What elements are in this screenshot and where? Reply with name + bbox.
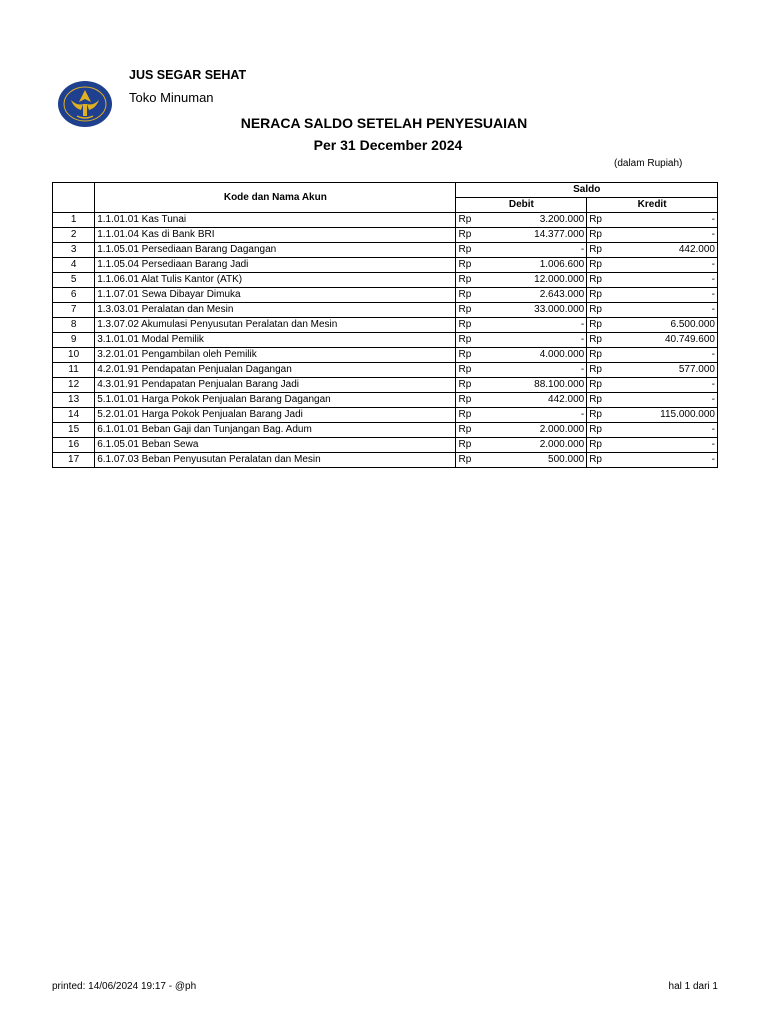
table-row (53, 363, 718, 378)
row-kredit-amount: 115.000.000 (617, 408, 718, 423)
row-kredit-amount: 442.000 (617, 243, 718, 258)
table-row (53, 453, 718, 468)
row-kredit-amount: 6.500.000 (617, 318, 718, 333)
row-account: 1.1.05.04 Persediaan Barang Jadi (95, 258, 456, 273)
row-kredit-currency: Rp (587, 378, 617, 393)
row-debit-amount: 4.000.000 (486, 348, 587, 363)
row-debit-amount: 2.000.000 (486, 438, 587, 453)
row-kredit-currency: Rp (587, 408, 617, 423)
row-kredit-amount: - (617, 393, 718, 408)
row-debit-amount: - (486, 333, 587, 348)
row-account: 1.1.06.01 Alat Tulis Kantor (ATK) (95, 273, 456, 288)
row-kredit-amount: - (617, 228, 718, 243)
row-kredit-currency: Rp (587, 333, 617, 348)
row-number: 2 (53, 228, 95, 243)
row-kredit-amount: - (617, 303, 718, 318)
row-kredit-currency: Rp (587, 423, 617, 438)
report-title: NERACA SALDO SETELAH PENYESUAIAN (240, 115, 528, 131)
row-account: 6.1.07.03 Beban Penyusutan Peralatan dan Mesin (95, 453, 456, 468)
row-number: 17 (53, 453, 95, 468)
row-debit-currency: Rp (456, 408, 486, 423)
row-debit-amount: - (486, 243, 587, 258)
row-account: 1.3.07.02 Akumulasi Penyusutan Peralatan dan Mesin (95, 318, 456, 333)
table-row (53, 423, 718, 438)
row-number: 8 (53, 318, 95, 333)
row-debit-amount: - (486, 318, 587, 333)
header-kredit: Kredit (587, 198, 718, 213)
row-debit-currency: Rp (456, 363, 486, 378)
row-account: 6.1.01.01 Beban Gaji dan Tunjangan Bag. Adum (95, 423, 456, 438)
row-kredit-currency: Rp (587, 273, 617, 288)
row-kredit-currency: Rp (587, 453, 617, 468)
row-account: 3.1.01.01 Modal Pemilik (95, 333, 456, 348)
header-saldo: Saldo (456, 183, 718, 198)
header-account: Kode dan Nama Akun (95, 183, 456, 213)
row-debit-currency: Rp (456, 303, 486, 318)
row-number: 7 (53, 303, 95, 318)
currency-unit-note: (dalam Rupiah) (614, 158, 683, 169)
row-kredit-currency: Rp (587, 288, 617, 303)
row-debit-amount: 442.000 (486, 393, 587, 408)
row-account: 1.1.01.04 Kas di Bank BRI (95, 228, 456, 243)
row-debit-amount: 14.377.000 (486, 228, 587, 243)
company-subtitle: Toko Minuman (129, 90, 214, 105)
row-debit-currency: Rp (456, 288, 486, 303)
row-number: 15 (53, 423, 95, 438)
row-number: 6 (53, 288, 95, 303)
row-kredit-amount: - (617, 438, 718, 453)
page-number: hal 1 dari 1 (668, 981, 718, 992)
table-row (53, 228, 718, 243)
row-number: 9 (53, 333, 95, 348)
row-debit-amount: 88.100.000 (486, 378, 587, 393)
row-kredit-currency: Rp (587, 363, 617, 378)
row-kredit-currency: Rp (587, 393, 617, 408)
row-number: 5 (53, 273, 95, 288)
row-account: 5.2.01.01 Harga Pokok Penjualan Barang Jadi (95, 408, 456, 423)
row-account: 1.1.05.01 Persediaan Barang Dagangan (95, 243, 456, 258)
header-number (53, 183, 95, 213)
row-debit-amount: 500.000 (486, 453, 587, 468)
table-row (53, 213, 718, 228)
header-debit: Debit (456, 198, 587, 213)
row-kredit-currency: Rp (587, 348, 617, 363)
row-debit-amount: - (486, 408, 587, 423)
row-debit-amount: 3.200.000 (486, 213, 587, 228)
row-kredit-currency: Rp (587, 243, 617, 258)
row-debit-currency: Rp (456, 333, 486, 348)
table-row (53, 408, 718, 423)
row-account: 1.1.07.01 Sewa Dibayar Dimuka (95, 288, 456, 303)
row-number: 14 (53, 408, 95, 423)
row-debit-currency: Rp (456, 273, 486, 288)
company-name: JUS SEGAR SEHAT (129, 68, 247, 82)
row-debit-amount: 2.643.000 (486, 288, 587, 303)
row-debit-currency: Rp (456, 228, 486, 243)
row-kredit-amount: - (617, 273, 718, 288)
row-account: 4.3.01.91 Pendapatan Penjualan Barang Jadi (95, 378, 456, 393)
row-number: 4 (53, 258, 95, 273)
row-debit-currency: Rp (456, 453, 486, 468)
row-number: 1 (53, 213, 95, 228)
row-number: 13 (53, 393, 95, 408)
table-row (53, 393, 718, 408)
trial-balance-table (52, 182, 718, 468)
table-row (53, 333, 718, 348)
row-number: 3 (53, 243, 95, 258)
table-row (53, 258, 718, 273)
row-kredit-amount: - (617, 378, 718, 393)
row-debit-currency: Rp (456, 318, 486, 333)
row-kredit-currency: Rp (587, 303, 617, 318)
row-debit-currency: Rp (456, 393, 486, 408)
table-row (53, 438, 718, 453)
row-kredit-amount: 40.749.600 (617, 333, 718, 348)
row-account: 3.2.01.01 Pengambilan oleh Pemilik (95, 348, 456, 363)
row-debit-currency: Rp (456, 423, 486, 438)
row-kredit-amount: - (617, 423, 718, 438)
row-kredit-amount: - (617, 288, 718, 303)
row-kredit-currency: Rp (587, 213, 617, 228)
row-debit-amount: 12.000.000 (486, 273, 587, 288)
row-debit-currency: Rp (456, 378, 486, 393)
table-row (53, 243, 718, 258)
row-number: 16 (53, 438, 95, 453)
table-row (53, 288, 718, 303)
row-debit-amount: 2.000.000 (486, 423, 587, 438)
row-kredit-amount: - (617, 453, 718, 468)
row-kredit-currency: Rp (587, 318, 617, 333)
row-kredit-amount: - (617, 258, 718, 273)
row-account: 6.1.05.01 Beban Sewa (95, 438, 456, 453)
row-number: 12 (53, 378, 95, 393)
row-debit-currency: Rp (456, 243, 486, 258)
table-row (53, 303, 718, 318)
row-account: 1.1.01.01 Kas Tunai (95, 213, 456, 228)
row-debit-currency: Rp (456, 438, 486, 453)
row-account: 4.2.01.91 Pendapatan Penjualan Dagangan (95, 363, 456, 378)
row-debit-amount: 1.006.600 (486, 258, 587, 273)
row-account: 5.1.01.01 Harga Pokok Penjualan Barang Dagangan (95, 393, 456, 408)
table-row (53, 348, 718, 363)
table-row (53, 318, 718, 333)
row-kredit-currency: Rp (587, 228, 617, 243)
row-kredit-currency: Rp (587, 438, 617, 453)
row-kredit-amount: - (617, 348, 718, 363)
report-date: Per 31 December 2024 (313, 137, 463, 153)
row-kredit-amount: - (617, 213, 718, 228)
row-debit-currency: Rp (456, 258, 486, 273)
row-debit-amount: 33.000.000 (486, 303, 587, 318)
table-row (53, 378, 718, 393)
table-row (53, 273, 718, 288)
row-kredit-amount: 577.000 (617, 363, 718, 378)
row-debit-amount: - (486, 363, 587, 378)
row-kredit-currency: Rp (587, 258, 617, 273)
row-number: 10 (53, 348, 95, 363)
row-debit-currency: Rp (456, 213, 486, 228)
row-number: 11 (53, 363, 95, 378)
row-debit-currency: Rp (456, 348, 486, 363)
print-info: printed: 14/06/2024 19:17 - @ph (52, 981, 197, 992)
row-account: 1.3.03.01 Peralatan dan Mesin (95, 303, 456, 318)
table-body (53, 213, 718, 468)
